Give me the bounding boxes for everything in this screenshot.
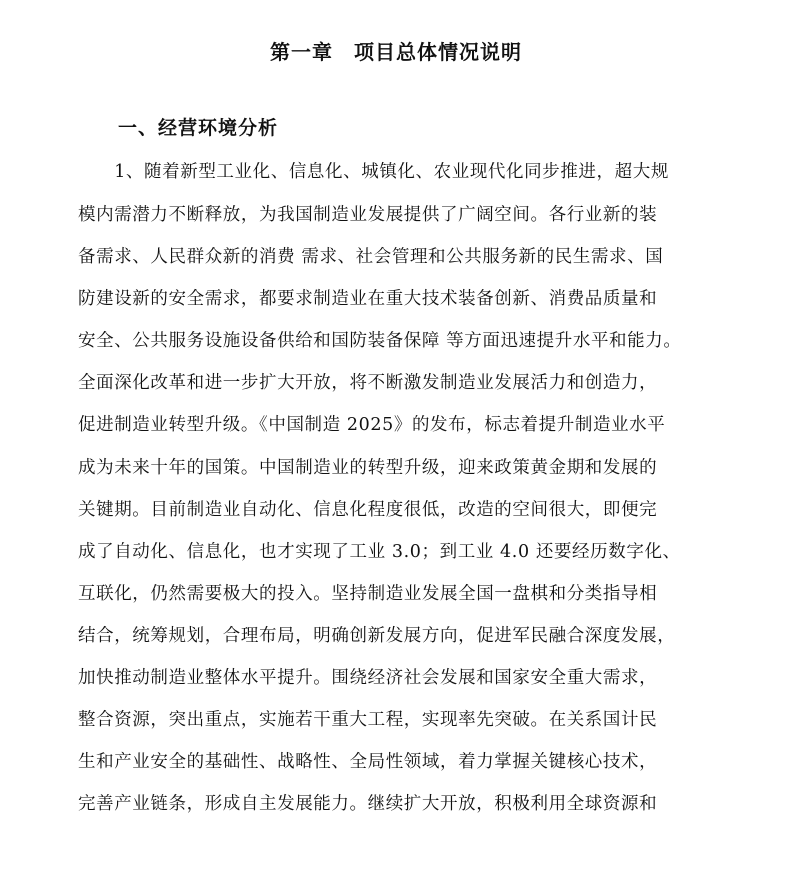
paragraph-line: 成为未来十年的国策。中国制造业的转型升级，迎来政策黄金期和发展的 — [78, 458, 658, 478]
paragraph-line: 完善产业链条，形成自主发展能力。继续扩大开放，积极利用全球资源和 — [78, 794, 658, 814]
paragraph-line: 防建设新的安全需求，都要求制造业在重大技术装备创新、消费品质量和 — [78, 289, 658, 309]
paragraph-line: 全面深化改革和进一步扩大开放，将不断激发制造业发展活力和创造力， — [78, 373, 658, 393]
section-heading: 一、经营环境分析 — [118, 117, 279, 139]
paragraph-line: 生和产业安全的基础性、战略性、全局性领域，着力掌握关键核心技术， — [78, 752, 658, 772]
paragraph-line: 互联化，仍然需要极大的投入。坚持制造业发展全国一盘棋和分类指导相 — [78, 584, 658, 604]
paragraph-line: 结合，统筹规划，合理布局，明确创新发展方向，促进军民融合深度发展， — [78, 626, 676, 646]
paragraph-line: 整合资源，突出重点，实施若干重大工程，实现率先突破。在关系国计民 — [78, 710, 658, 730]
paragraph-line: 模内需潜力不断释放，为我国制造业发展提供了广阔空间。各行业新的装 — [78, 205, 658, 225]
paragraph-line: 备需求、人民群众新的消费 需求、社会管理和公共服务新的民生需求、国 — [78, 247, 664, 267]
paragraph-line: 1、随着新型工业化、信息化、城镇化、农业现代化同步推进，超大规 — [78, 162, 669, 182]
paragraph-line: 成了自动化、信息化，也才实现了工业 3.0；到工业 4.0 还要经历数字化、 — [78, 542, 681, 562]
paragraph-line: 安全、公共服务设施设备供给和国防装备保障 等方面迅速提升水平和能力。 — [78, 331, 682, 351]
paragraph-line: 促进制造业转型升级。《中国制造 2025》的发布，标志着提升制造业水平 — [78, 415, 666, 435]
paragraph-line: 关键期。目前制造业自动化、信息化程度很低，改造的空间很大，即便完 — [78, 500, 658, 520]
chapter-title: 第一章 项目总体情况说明 — [270, 40, 522, 64]
paragraph-line: 加快推动制造业整体水平提升。围绕经济社会发展和国家安全重大需求， — [78, 668, 658, 688]
